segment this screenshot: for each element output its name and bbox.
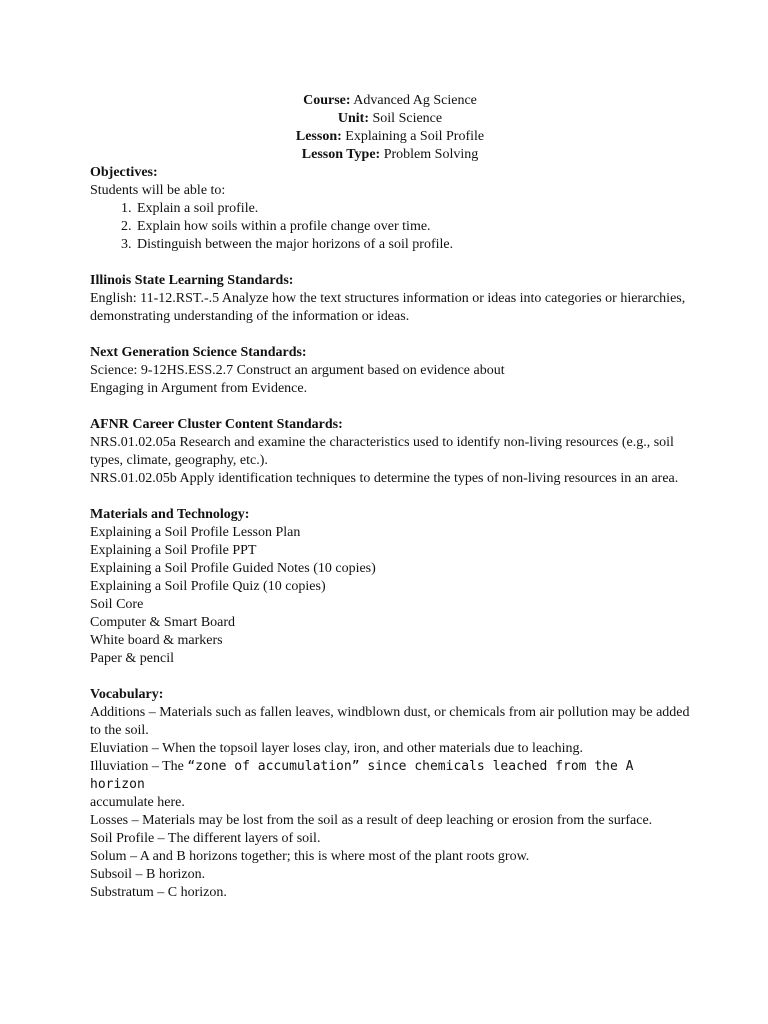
ngss-line-2: Engaging in Argument from Evidence. [90,381,308,396]
lesson-type-line [90,146,690,164]
lesson-header [90,92,690,164]
afnr-section [90,416,690,488]
ngss-section [90,344,690,398]
illinois-standards-heading: Illinois State Learning Standards: [90,273,294,288]
vocab-soil-profile: Soil Profile – The different layers of soil. [90,831,321,846]
material-item: Computer & Smart Board [90,615,236,630]
unit-line [90,110,690,128]
vocab-illuviation-term: Illuviation – The [90,759,188,774]
vocabulary-heading: Vocabulary: [90,687,164,702]
materials-section [90,506,690,668]
spacer [90,254,690,272]
vocab-losses: Losses – Materials may be lost from the soil as a result of deep leaching or erosion from the surface. [90,813,653,828]
lesson-type-value: Problem Solving [380,147,479,162]
course-value: Advanced Ag Science [350,93,477,108]
material-item: White board & markers [90,633,223,648]
vocab-solum: Solum – A and B horizons together; this is where most of the plant roots grow. [90,849,530,864]
course-line [90,92,690,110]
lesson-value: Explaining a Soil Profile [341,129,485,144]
spacer [90,668,690,686]
objective-item: 2. Explain how soils within a profile change over time. [135,218,690,236]
vocab-illuviation [90,758,690,794]
objectives-list [90,200,690,254]
objective-item: 3. Distinguish between the major horizons of a soil profile. [135,236,690,254]
materials-heading: Materials and Technology: [90,507,250,522]
material-item: Explaining a Soil Profile Guided Notes (10 copies) [90,561,376,576]
afnr-standard-a: NRS.01.02.05a Research and examine the characteristics used to identify non-living resources (e.g., soil types, climate, geography, etc.). [90,435,674,468]
objectives-section [90,164,690,254]
ngss-line-1: Science: 9-12HS.ESS.2.7 Construct an argument based on evidence about [90,363,505,378]
spacer [90,398,690,416]
illinois-standards-text: English: 11-12.RST.-.5 Analyze how the text structures information or ideas into categories or hierarchies, demonstrating understanding of the information or ideas. [90,291,686,324]
lesson-type-label: Lesson Type: [301,147,381,162]
material-item: Explaining a Soil Profile PPT [90,543,257,558]
material-item: Paper & pencil [90,651,174,666]
vocab-subsoil: Subsoil – B horizon. [90,867,206,882]
unit-label: Unit: [337,111,369,126]
spacer [90,488,690,506]
objectives-intro: Students will be able to: [90,183,226,198]
spacer [90,326,690,344]
lesson-plan-page [90,92,690,902]
material-item: Explaining a Soil Profile Lesson Plan [90,525,301,540]
ngss-heading: Next Generation Science Standards: [90,345,307,360]
vocabulary-section [90,686,690,902]
course-label: Course: [303,93,351,108]
vocab-eluviation: Eluviation – When the topsoil layer loses clay, iron, and other materials due to leaching. [90,741,583,756]
material-item: Explaining a Soil Profile Quiz (10 copies) [90,579,326,594]
material-item: Soil Core [90,597,144,612]
illinois-standards-section [90,272,690,326]
afnr-standard-b: NRS.01.02.05b Apply identification techniques to determine the types of non-living resources in an area. [90,471,679,486]
vocab-additions: Additions – Materials such as fallen leaves, windblown dust, or chemicals from air pollution may be added to the soil. [90,705,690,738]
afnr-heading: AFNR Career Cluster Content Standards: [90,417,343,432]
lesson-line [90,128,690,146]
unit-value: Soil Science [369,111,443,126]
lesson-label: Lesson: [295,129,342,144]
objectives-heading: Objectives: [90,165,158,180]
vocab-illuviation-continued: accumulate here. [90,795,185,810]
objective-item: 1. Explain a soil profile. [135,200,690,218]
vocab-substratum: Substratum – C horizon. [90,885,227,900]
vocab-illuviation-definition: “zone of accumulation” since chemicals leached from the A horizon [90,759,634,792]
